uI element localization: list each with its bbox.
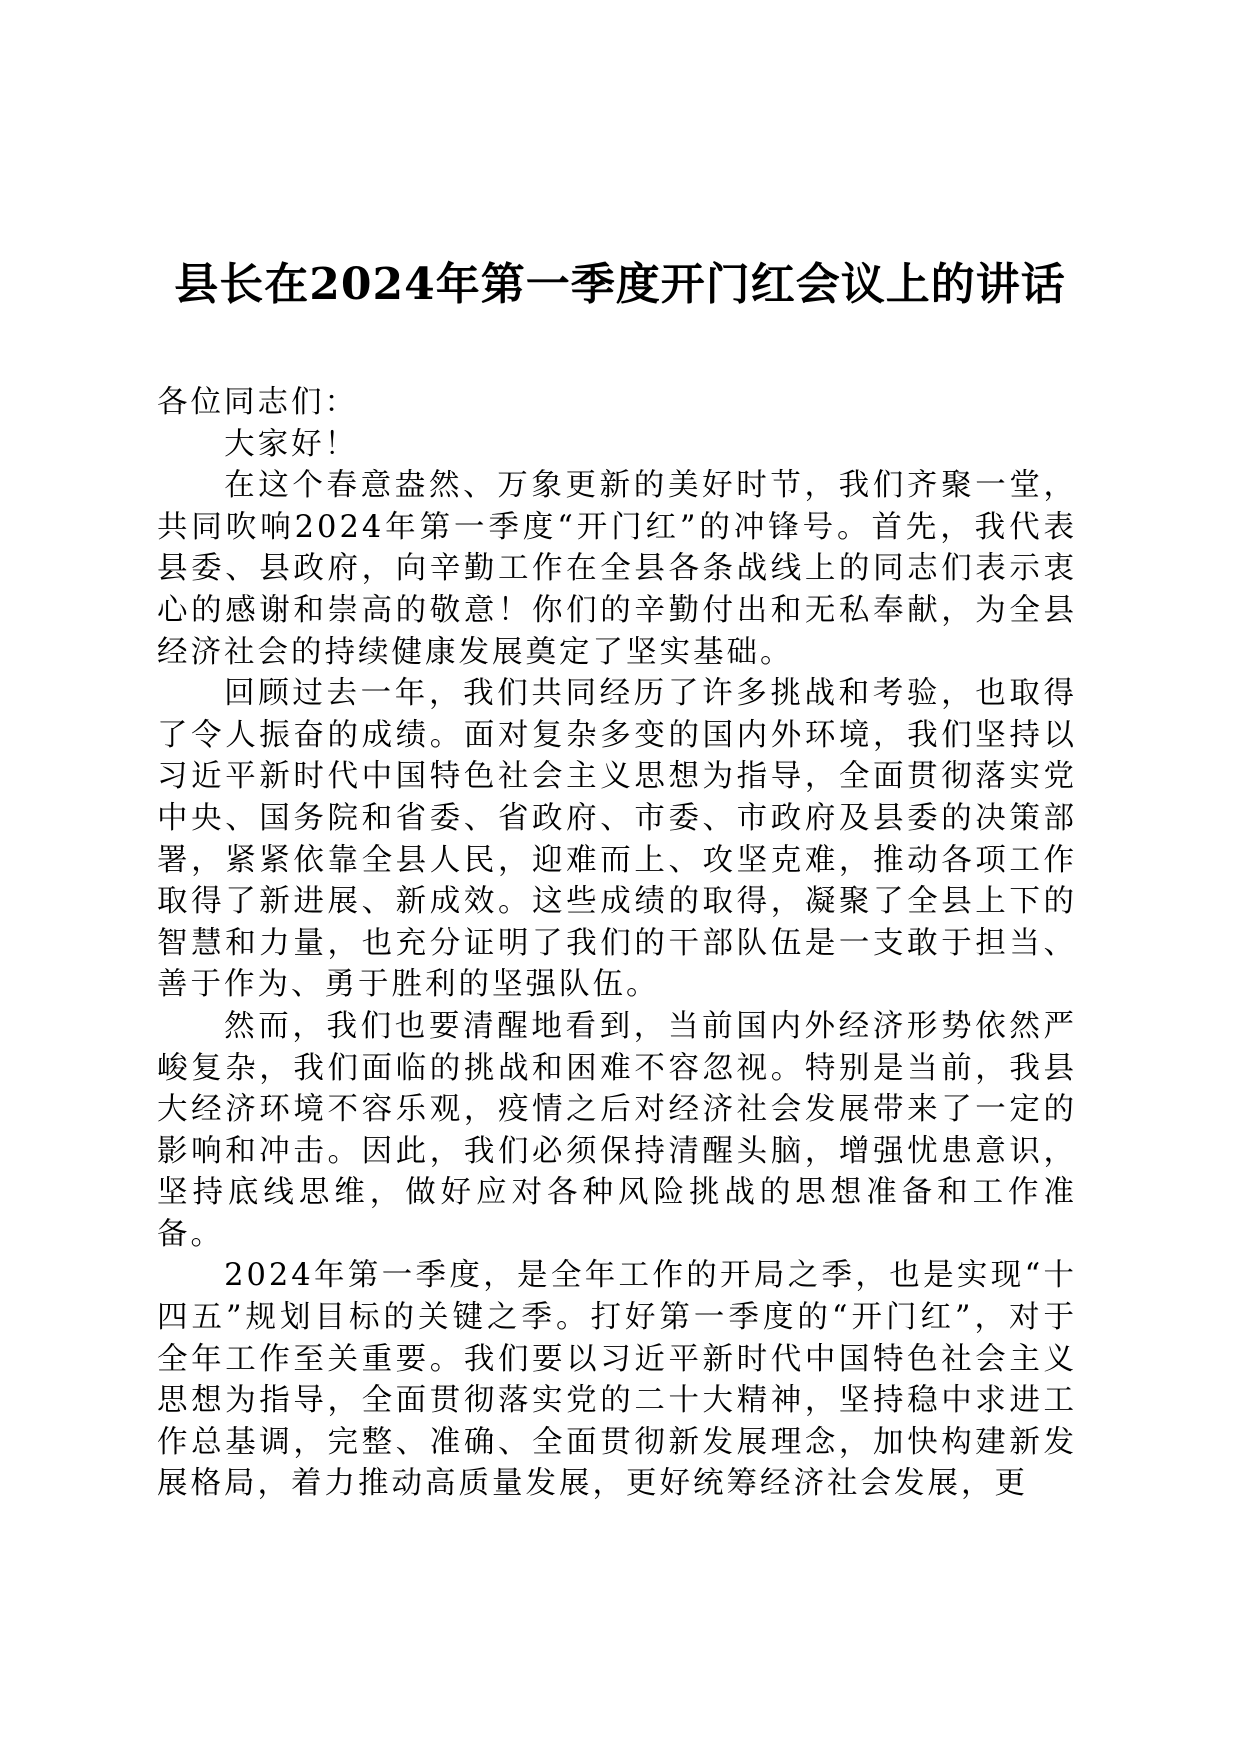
document-body	[157, 382, 1077, 1505]
paragraph-review: 回顾过去一年，我们共同经历了许多挑战和考验，也取得了令人振奋的成绩。面对复杂多变的国内外环境，我们坚持以习近平新时代中国特色社会主义思想为指导，全面贯彻落实党中央、国务院和省委、省政府、市委、市政府及县委的决策部署，紧紧依靠全县人民，迎难而上、攻坚克难，推动各项工作取得了新进展、新成效。这些成绩的取得，凝聚了全县上下的智慧和力量，也充分证明了我们的干部队伍是一支敢于担当、善于作为、勇于胜利的坚强队伍。	[157, 676, 1077, 1003]
paragraph-first-quarter: 2024年第一季度，是全年工作的开局之季，也是实现“十四五”规划目标的关键之季。打好第一季度的“开门红”，对于全年工作至关重要。我们要以习近平新时代中国特色社会主义思想为指导，全面贯彻落实党的二十大精神，坚持稳中求进工作总基调，完整、准确、全面贯彻新发展理念，加快构建新发展格局，着力推动高质量发展，更好统筹经济社会发展，更	[157, 1258, 1077, 1502]
paragraph-challenges: 然而，我们也要清醒地看到，当前国内外经济形势依然严峻复杂，我们面临的挑战和困难不容忽视。特别是当前，我县大经济环境不容乐观，疫情之后对经济社会发展带来了一定的影响和冲击。因此，我们必须保持清醒头脑，增强忧患意识，坚持底线思维，做好应对各种风险挑战的思想准备和工作准备。	[157, 1008, 1077, 1252]
document-title: 县长在2024年第一季度开门红会议上的讲话	[174, 259, 1066, 310]
greeting: 大家好！	[224, 426, 359, 462]
salutation: 各位同志们：	[157, 385, 358, 420]
paragraph-opening: 在这个春意盎然、万象更新的美好时节，我们齐聚一堂，共同吹响2024年第一季度“开门红”的冲锋号。首先，我代表县委、县政府，向辛勤工作在全县各条战线上的同志们表示衷心的感谢和崇高的敬意！你们的辛勤付出和无私奉献，为全县经济社会的持续健康发展奠定了坚实基础。	[157, 468, 1077, 670]
